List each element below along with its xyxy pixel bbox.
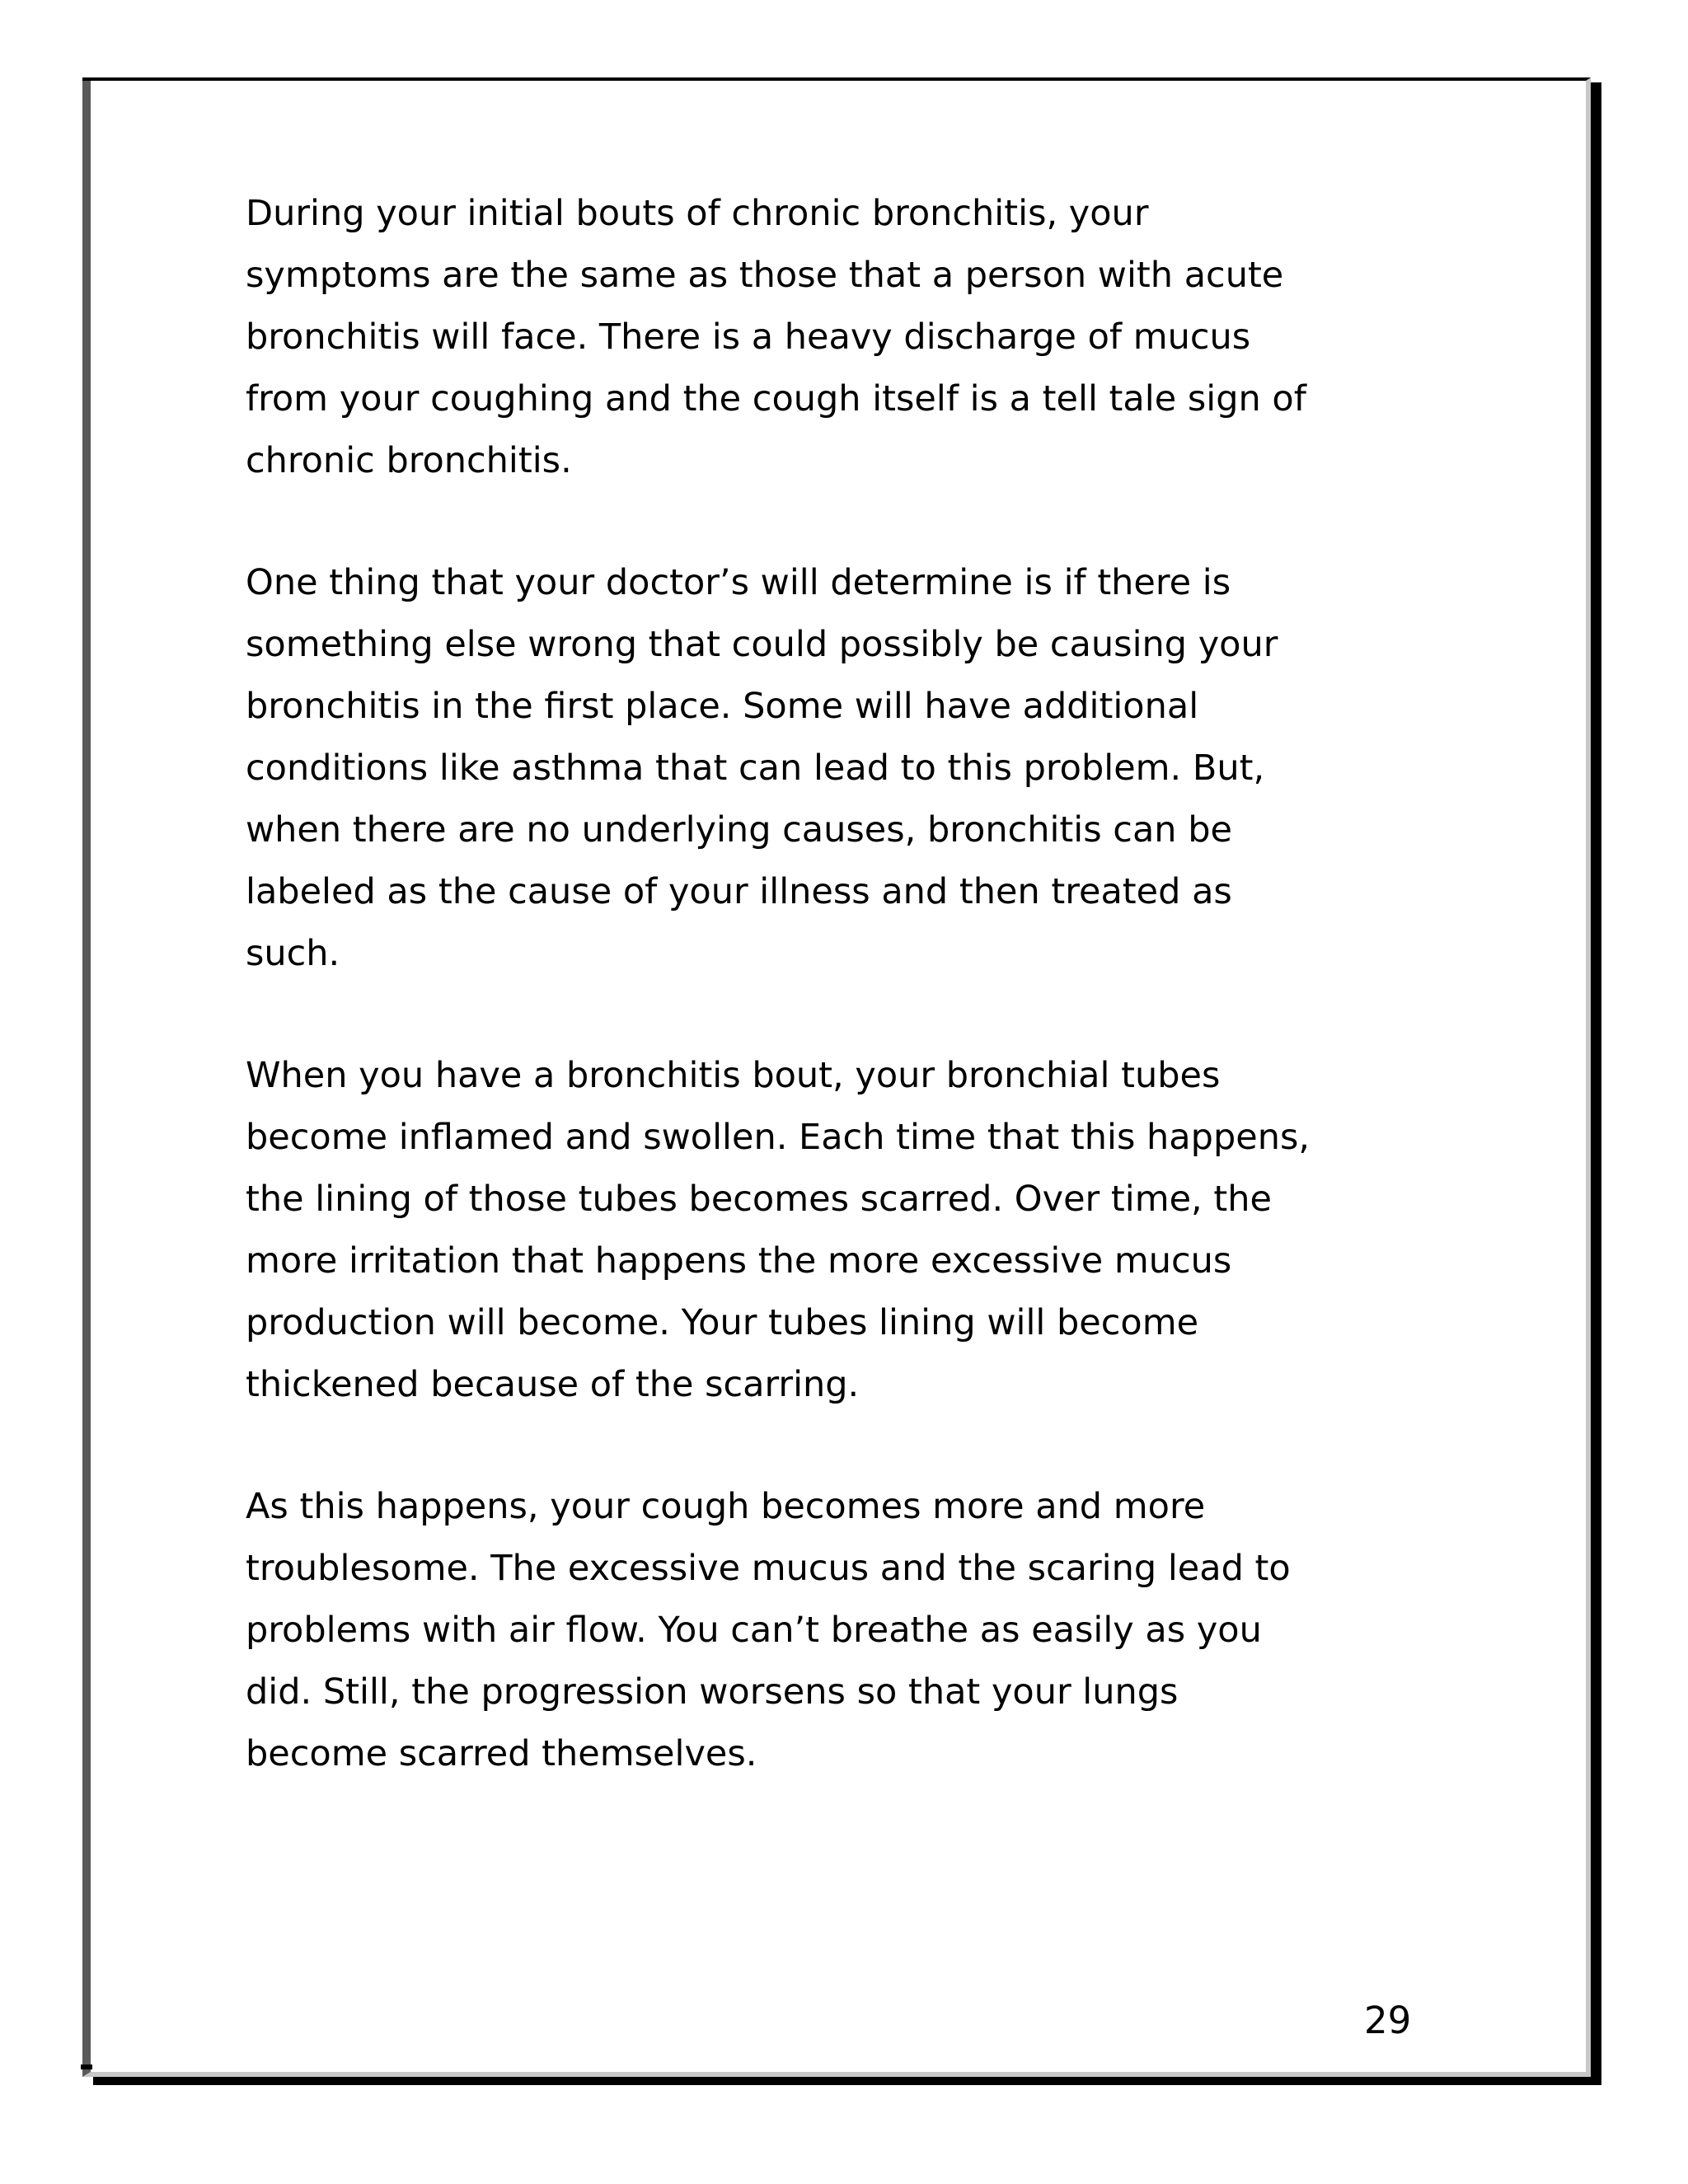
paragraph: One thing that your doctor’s will determine is if there is something else wrong that could possibly be causing your bronchitis in the first place. Some will have additional conditions like asthma that can lead to this problem. But, when there are no underlying causes, bronchitis can be labeled as the cause of your illness and then treated as such.: [246, 562, 1278, 974]
paragraph: During your initial bouts of chronic bronchitis, your symptoms are the same as those that a person with acute bronchitis will face. There is a heavy discharge of mucus from your coughing and the cough itself is a tell tale sign of chronic bronchitis.: [246, 193, 1306, 481]
page-number: 29: [1364, 1999, 1412, 2042]
paragraph: When you have a bronchitis bout, your bronchial tubes become inflamed and swollen. Each time that this happens, the lining of those tubes becomes scarred. Over time, the more irritation that happens the more excessive mucus production will become. Your tubes lining will become thickened because of the scarring.: [246, 1055, 1311, 1405]
frame-corner-mark: [82, 77, 91, 81]
frame-corner-mark: [81, 2064, 92, 2069]
paragraph: As this happens, your cough becomes more and more troublesome. The excessive mucus and the scaring lead to problems with air flow. You can’t breathe as easily as you did. Still, the progression worsens so that your lungs become scarred themselves.: [246, 1486, 1291, 1774]
body-text: [246, 183, 1449, 1845]
